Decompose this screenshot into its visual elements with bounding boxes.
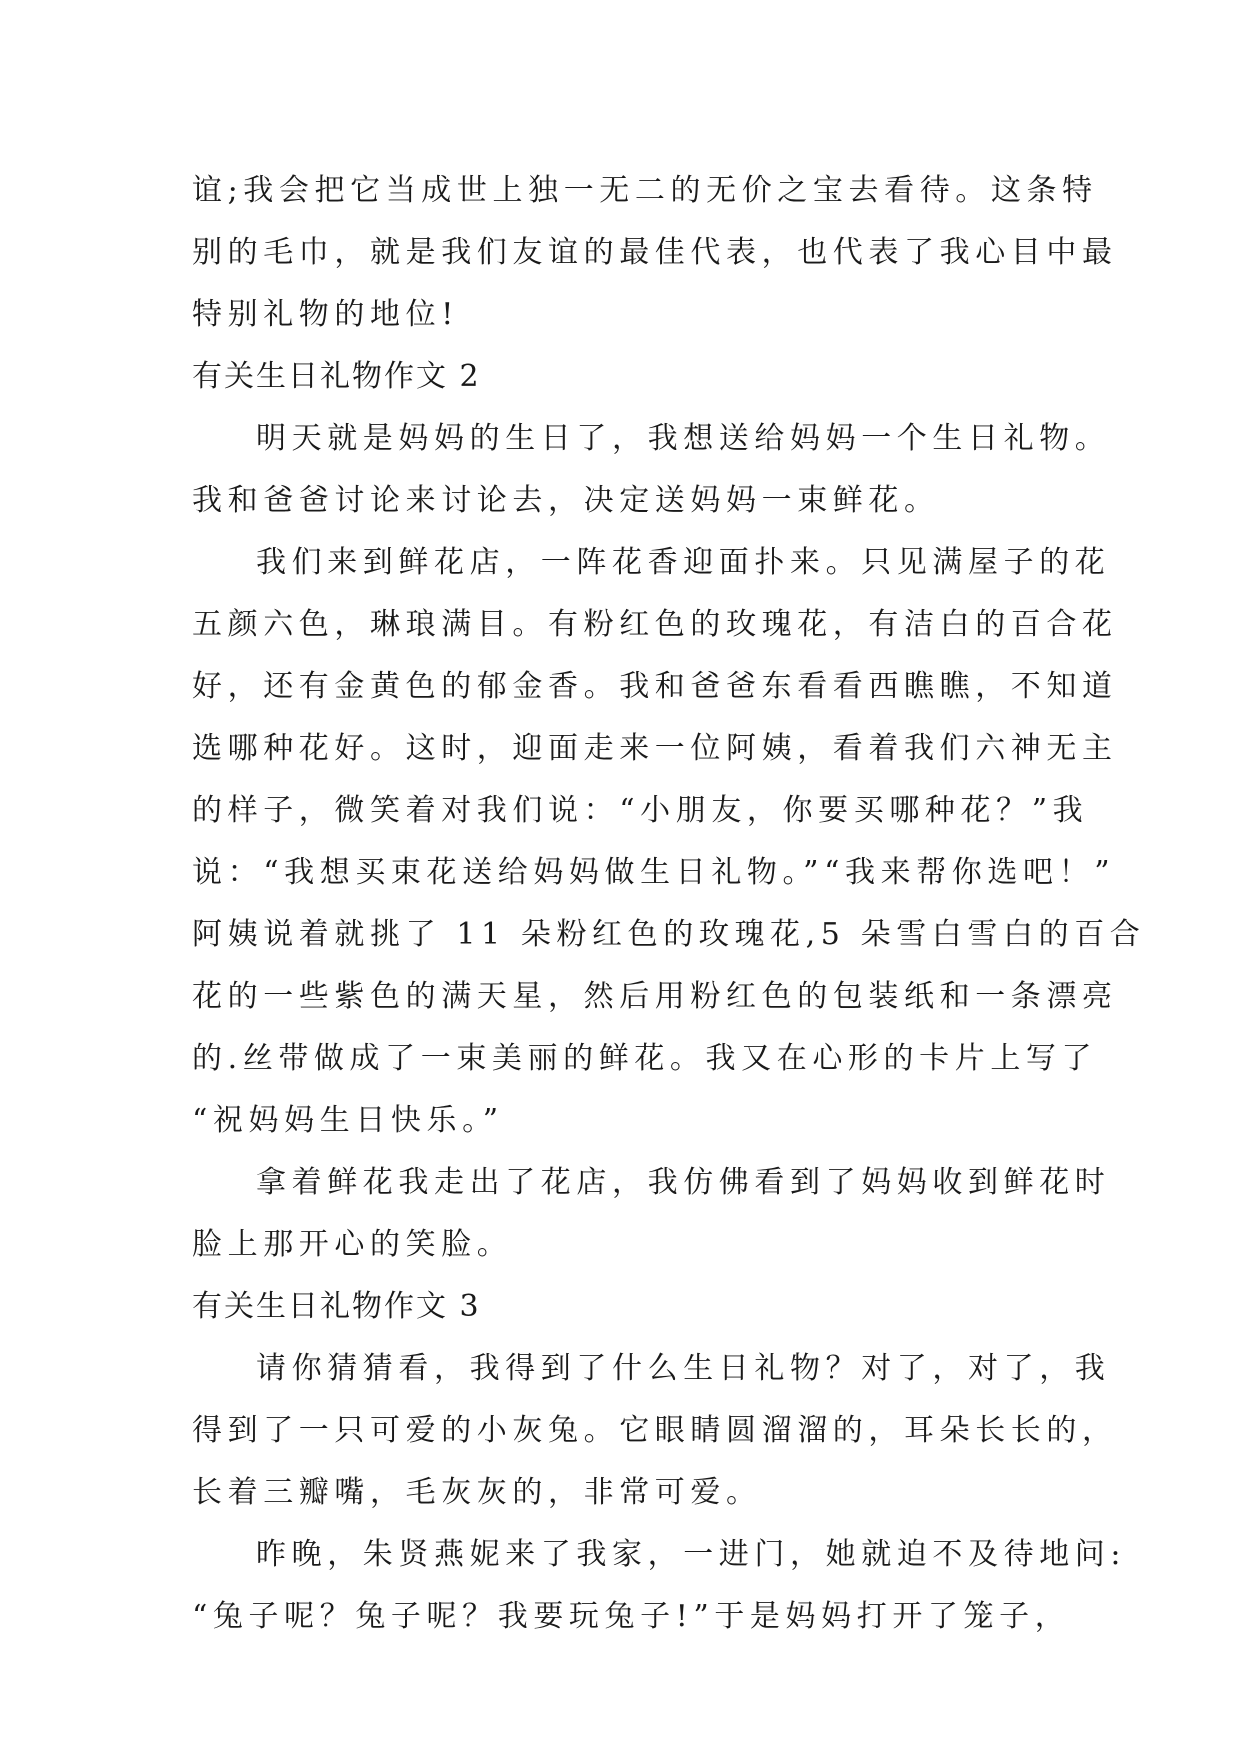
text-line: 明天就是妈妈的生日了，我想送给妈妈一个生日礼物。 [256,421,1111,456]
section-heading: 有关生日礼物作文 2 [192,359,481,394]
text-line: “祝妈妈生日快乐。” [192,1103,504,1138]
text-line: 特别礼物的地位! [192,297,459,332]
text-line: 得到了一只可爱的小灰兔。它眼睛圆溜溜的，耳朵长长的， [192,1413,1118,1448]
text-line: “兔子呢？兔子呢？我要玩兔子!”于是妈妈打开了笼子， [192,1599,1071,1634]
section-heading: 有关生日礼物作文 3 [192,1289,481,1324]
text-line: 谊;我会把它当成世上独一无二的无价之宝去看待。这条特 [192,173,1098,208]
text-line: 拿着鲜花我走出了花店，我仿佛看到了妈妈收到鲜花时 [256,1165,1111,1200]
text-line: 我和爸爸讨论来讨论去，决定送妈妈一束鲜花。 [192,483,940,518]
text-line: 别的毛巾，就是我们友谊的最佳代表，也代表了我心目中最 [192,235,1118,270]
text-line: 好，还有金黄色的郁金香。我和爸爸东看看西瞧瞧，不知道 [192,669,1118,704]
text-line: 我们来到鲜花店，一阵花香迎面扑来。只见满屋子的花 [256,545,1111,580]
text-line: 的样子，微笑着对我们说：“小朋友，你要买哪种花？”我 [192,793,1089,828]
text-line: 五颜六色，琳琅满目。有粉红色的玫瑰花，有洁白的百合花 [192,607,1118,642]
text-line: 脸上那开心的笑脸。 [192,1227,513,1262]
text-line: 选哪种花好。这时，迎面走来一位阿姨，看着我们六神无主 [192,731,1118,766]
document-page [192,160,1146,1648]
text-line: 说：“我想买束花送给妈妈做生日礼物。”“我来帮你选吧！” [192,855,1116,890]
text-line: 昨晚，朱贤燕妮来了我家，一进门，她就迫不及待地问: [256,1537,1127,1572]
text-line: 请你猜猜看，我得到了什么生日礼物？对了，对了，我 [256,1351,1111,1386]
text-line: 阿姨说着就挑了 11 朵粉红色的玫瑰花,5 朵雪白雪白的百合 [192,917,1146,952]
text-line: 长着三瓣嘴，毛灰灰的，非常可爱。 [192,1475,762,1510]
text-line: 花的一些紫色的满天星，然后用粉红色的包装纸和一条漂亮 [192,979,1118,1014]
text-line: 的.丝带做成了一束美丽的鲜花。我又在心形的卡片上写了 [192,1041,1098,1076]
